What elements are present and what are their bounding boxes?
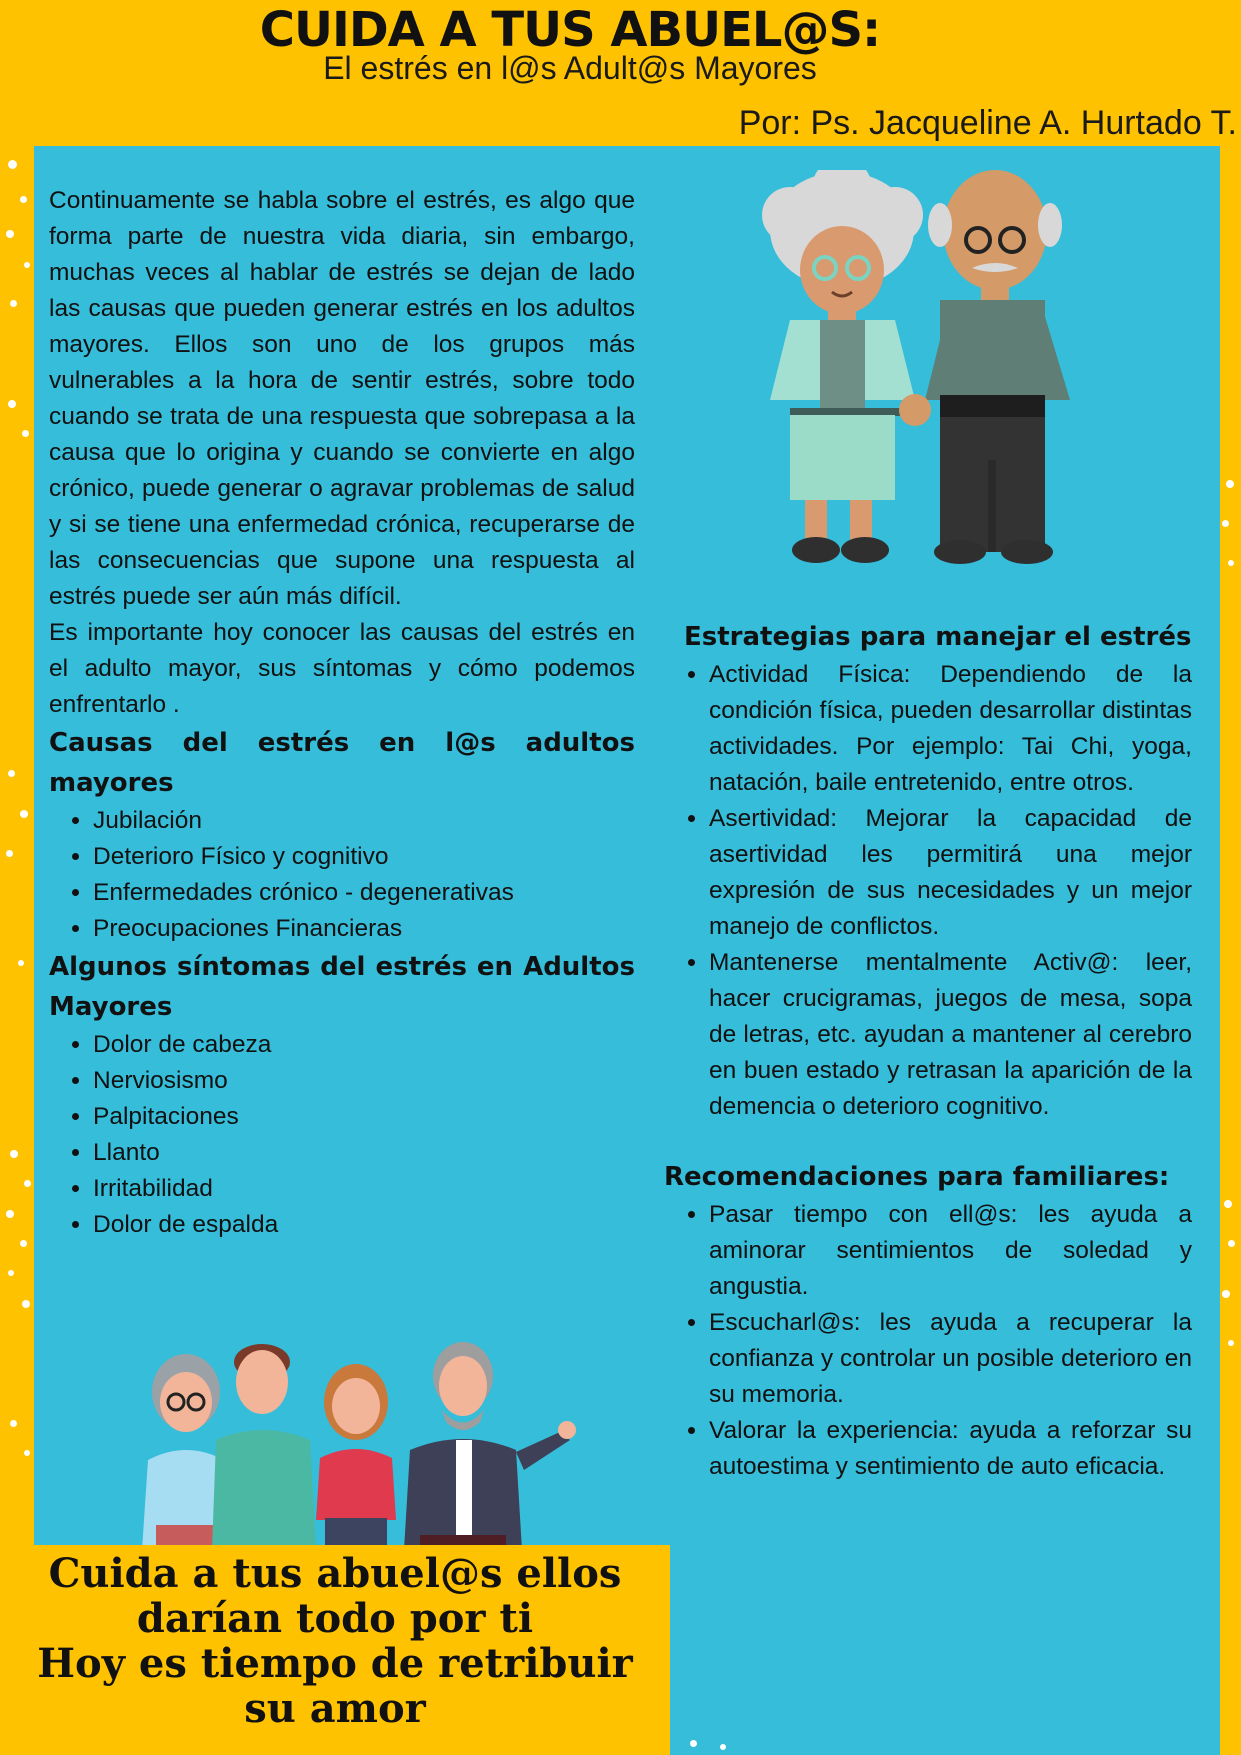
list-item: • Palpitaciones [93,1099,635,1135]
symptoms-list [49,1027,635,1243]
list-item: • Irritabilidad [93,1171,635,1207]
strategies-list [664,657,1192,1125]
right-column [664,617,1192,1485]
list-item: • Llanto [93,1135,635,1171]
page-title: CUIDA A TUS ABUEL@S: [259,2,881,58]
family-dad [212,1344,316,1550]
page-subtitle: El estrés en l@s Adult@s Mayores [323,50,817,86]
right-bubble-mid [1218,600,1241,820]
recommendations-list [664,1197,1192,1485]
causes-list [49,803,635,947]
slogan-line: darían todo por ti [136,1595,534,1642]
left-bubble-low [0,1000,30,1200]
right-bubble-low [1218,900,1241,1140]
family-girl [316,1364,396,1550]
grandfather-figure [899,170,1070,564]
list-item: • Dolor de espalda [93,1207,635,1243]
right-bubble-top [1218,140,1241,340]
slogan-line: Cuida a tus abuel@s ellos [48,1550,622,1597]
list-item: • Enfermedades crónico - degenerativas [93,875,635,911]
list-item: • Pasar tiempo con ell@s: les ayuda a aminorar sentimientos de soledad y angustia. [709,1197,1192,1305]
list-item: • Asertividad: Mejorar la capacidad de asertividad les permitirá una mejor expresión de sus necesidades y un mejor manejo de conflictos. [709,801,1192,945]
slogan-box [0,1545,670,1755]
list-item: • Preocupaciones Financieras [93,911,635,947]
list-item: • Deterioro Físico y cognitivo [93,839,635,875]
intro-paragraph: Continuamente se habla sobre el estrés, es algo que forma parte de nuestra vida diaria, sin embargo, muchas veces al hablar de estrés se dejan de lado las causas que pueden generar estrés en los adultos mayores. Ellos son uno de los grupos más vulnerables a la hora de sentir estrés, sobre todo cuando se trata de una respuesta que sobrepasa a la causa que lo origina y cuando se convierte en algo crónico, puede generar o agravar problemas de salud y si se tiene una enfermedad crónica, recuperarse de las consecuencias que supone una respuesta al estrés puede ser aún más difícil. [49,187,635,610]
header-band [0,0,1241,146]
recommendations-heading: Recomendaciones para familiares: [664,1162,1170,1192]
family-illustration [120,1340,590,1550]
list-item: • Dolor de cabeza [93,1027,635,1063]
list-item: • Actividad Física: Dependiendo de la condición física, pueden desarrollar distintas actividades. Por ejemplo: Tai Chi, yoga, natación, baile entretenido, entre otros. [709,657,1192,801]
symptoms-heading: Algunos síntomas del estrés en Adultos Mayores [49,952,635,1022]
family-grandpa [404,1342,576,1550]
left-column [49,183,635,1243]
slogan-line: su amor [244,1685,426,1732]
list-item: • Jubilación [93,803,635,839]
elderly-couple-illustration [750,170,1090,565]
list-item: • Mantenerse mentalmente Activ@: leer, hacer crucigramas, juegos de mesa, sopa de letras, etc. ayudan a mantener al cerebro en buen estado y retrasan la aparición de la demencia o deterioro cognitivo. [709,945,1192,1125]
list-item: • Valorar la experiencia: ayuda a reforzar su autoestima y sentimiento de auto eficacia. [709,1413,1192,1485]
list-item: • Escucharl@s: les ayuda a recuperar la confianza y controlar un posible deterioro en su memoria. [709,1305,1192,1413]
strategies-heading: Estrategias para manejar el estrés [684,622,1192,652]
intro-paragraph-2: Es importante hoy conocer las causas del estrés en el adulto mayor, sus síntomas y cómo podemos enfrentarlo . [49,619,635,718]
author-line: Por: Ps. Jacqueline A. Hurtado T. [738,104,1237,142]
list-item: • Nerviosismo [93,1063,635,1099]
grandmother-figure [762,170,923,563]
slogan-line: Hoy es tiempo de retribuir [37,1640,633,1687]
causes-heading: Causas del estrés en l@s adultos mayores [49,728,635,798]
